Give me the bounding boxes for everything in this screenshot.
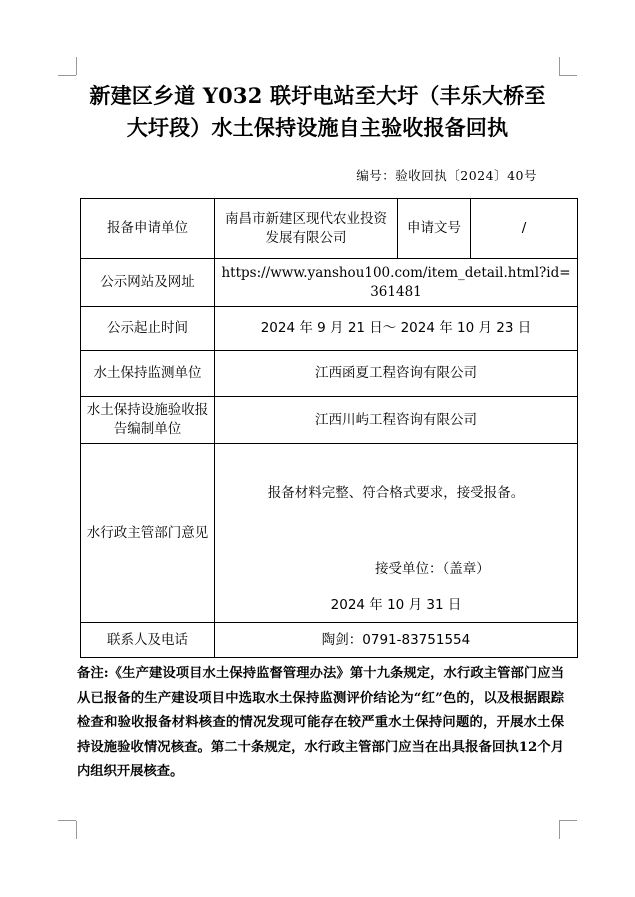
table-row	[81, 259, 578, 307]
document-title	[40, 80, 595, 144]
table-row	[81, 623, 578, 658]
opinion-cell	[215, 444, 578, 623]
table-row	[81, 444, 578, 623]
crop-mark	[58, 75, 76, 76]
table-row	[81, 351, 578, 397]
table-row	[81, 397, 578, 444]
remarks-note: 备注:《生产建设项目水土保持监督管理办法》第十九条规定，水行政主管部门应当从已报备的生产建设项目中选取水土保持监测评价结论为“红”色的，以及根据跟踪检查和验收报备材料核查的情况发现可能存在较严重水土保持问题的，开展水土保持设施验收情况核查。第二十条规定，水行政主管部门应当在出具报备回执12个月内组织开展核查。	[77, 666, 564, 779]
request-no-label: 申请文号	[398, 199, 471, 259]
table-row	[81, 307, 578, 351]
crop-mark	[58, 820, 76, 821]
crop-mark	[559, 75, 577, 76]
opinion-unit: 接受单位：（盖章）	[375, 561, 490, 577]
title-line-1: 新建区乡道 Y032 联圩电站至大圩（丰乐大桥至	[89, 83, 546, 108]
crop-mark	[559, 820, 577, 821]
crop-mark	[76, 57, 77, 75]
crop-mark	[559, 57, 560, 75]
table-row	[81, 199, 578, 259]
applicant-label: 报备申请单位	[81, 199, 215, 259]
crop-mark	[76, 821, 77, 839]
opinion-label: 水行政主管部门意见	[81, 444, 215, 623]
contact-value: 陶剑：0791-83751554	[215, 623, 578, 658]
opinion-date: 2024 年 10 月 31 日	[330, 597, 462, 613]
crop-mark	[559, 821, 560, 839]
opinion-text: 报备材料完整、符合格式要求，接受报备。	[267, 485, 525, 501]
website-value: https://www.yanshou100.com/item_detail.html?id=361481	[215, 259, 578, 307]
period-value: 2024 年 9 月 21 日～ 2024 年 10 月 23 日	[215, 307, 578, 351]
filing-receipt-table	[80, 198, 578, 658]
request-no-value: /	[471, 199, 578, 259]
report-value: 江西川屿工程咨询有限公司	[215, 397, 578, 444]
monitor-value: 江西函夏工程咨询有限公司	[215, 351, 578, 397]
applicant-value: 南昌市新建区现代农业投资发展有限公司	[215, 199, 398, 259]
contact-label: 联系人及电话	[81, 623, 215, 658]
monitor-label: 水土保持监测单位	[81, 351, 215, 397]
document-number: 编号：验收回执〔2024〕40号	[356, 168, 537, 183]
report-label: 水土保持设施验收报告编制单位	[81, 397, 215, 444]
title-line-2: 大圩段）水土保持设施自主验收报备回执	[126, 115, 509, 140]
website-label: 公示网站及网址	[81, 259, 215, 307]
period-label: 公示起止时间	[81, 307, 215, 351]
